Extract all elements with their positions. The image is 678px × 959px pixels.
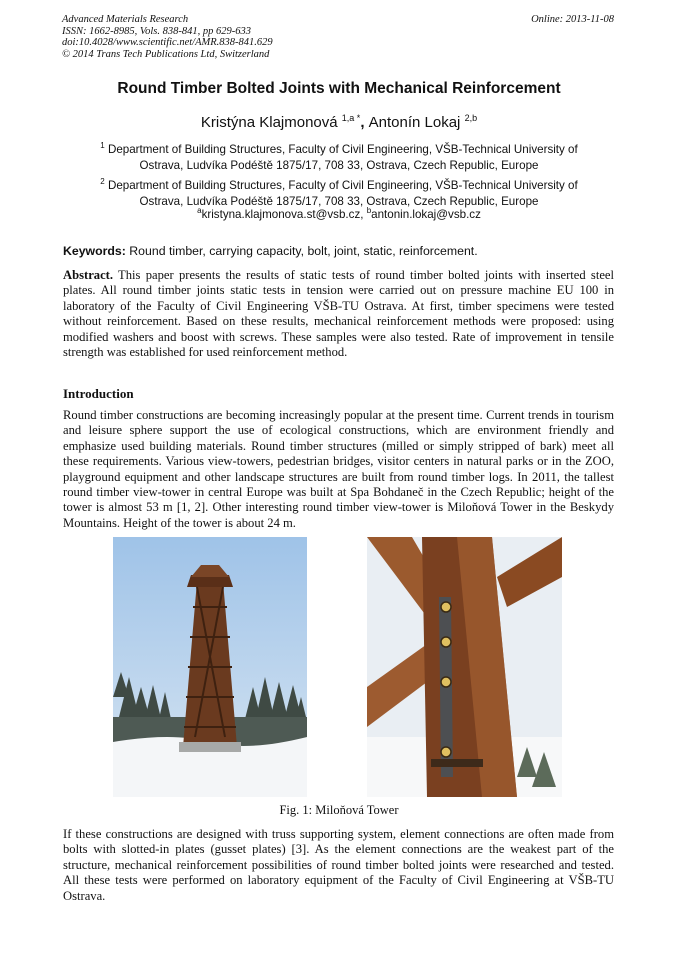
- email-b-sup: b: [366, 206, 372, 215]
- affiliation-1-line1: Department of Building Structures, Faculty of Civil Engineering, VŠB-Technical University of: [107, 142, 578, 156]
- intro-paragraph-1: Round timber constructions are becoming increasingly popular at the present time. Current trends in tourism and leisure sphere support the use of ecological constructions, which are environment friendly and emphasize used building materials. Round timber structures (milled or simply stripped of bark) meet all these requirements. Various view-towers, pedestrian bridges, visitor centers in natural parks or in the ZOO, playground equipment and other landscape structures are built from round timber logs. In 2011, the tallest round timber view-tower in central Europe was built at Spa Bohdaneč in the Czech Republic; height of the tower is almost 53 m [1, 2]. Other interesting round timber view-tower is Miloňová Tower in the Beskydy Mountains. Height of the tower is about 24 m.: [63, 408, 614, 530]
- abstract-label: Abstract.: [63, 268, 114, 282]
- authors: [0, 113, 678, 131]
- issn: ISSN: 1662-8985, Vols. 838-841, pp 629-633: [62, 25, 251, 37]
- introduction-heading: Introduction: [63, 386, 134, 401]
- author-sep: ,: [360, 114, 369, 131]
- affiliation-1-num: 1: [100, 141, 105, 150]
- email-b[interactable]: antonin.lokaj@vsb.cz: [371, 207, 481, 221]
- affiliation-2-line2: Ostrava, Ludvíka Podéště 1875/17, 708 33, Ostrava, Czech Republic, Europe: [139, 194, 539, 208]
- email-sep: ,: [360, 207, 367, 221]
- joint-photo: [367, 537, 562, 797]
- keywords-label: Keywords:: [63, 244, 126, 258]
- intro-paragraph-2: If these constructions are designed with truss supporting system, element connections are often made from bolts with slotted-in plates (gusset plates) [3]. As the element connections are the weakest part of the structure, mechanical reinforcement possibilities of round timber bolted joints were researched and tested. All these tests were performed on laboratory equipment of the Faculty of Civil Engineering at VŠB-TU Ostrava.: [63, 827, 614, 903]
- abstract: [63, 268, 614, 360]
- tower-photo: [113, 537, 307, 797]
- affiliation-2: [70, 174, 608, 210]
- affiliation-2-line1: Department of Building Structures, Faculty of Civil Engineering, VŠB-Technical University of: [107, 178, 578, 192]
- affiliation-1-line2: Ostrava, Ludvíka Podéště 1875/17, 708 33, Ostrava, Czech Republic, Europe: [139, 158, 539, 172]
- email-a-sup: a: [197, 206, 202, 215]
- copyright: © 2014 Trans Tech Publications Ltd, Switzerland: [62, 48, 270, 60]
- keywords-text: Round timber, carrying capacity, bolt, joint, static, reinforcement.: [125, 244, 478, 258]
- email-a[interactable]: kristyna.klajmonova.st@vsb.cz: [201, 207, 361, 221]
- online-date: Online: 2013-11-08: [531, 14, 614, 25]
- affiliation-1: [70, 138, 608, 174]
- emails: [0, 206, 678, 221]
- author-1-sup: 1,a *: [341, 113, 361, 123]
- doi: doi:10.4028/www.scientific.net/AMR.838-841.629: [62, 37, 273, 48]
- abstract-text: This paper presents the results of static tests of round timber bolted joints with inserted steel plates. All round timber joints static tests in tension were carried out on pressure machine EU 100 in laboratory of the Faculty of Civil Engineering VŠB-TU Ostrava. At first, timber specimens were tested without reinforcement. Based on these results, mechanical reinforcement methods were proposed: using modified washers and boost with screws. These samples were also tested. Rate of improvement in tensile strength was established for used reinforcement method.: [63, 268, 614, 360]
- joint-illustration: [367, 537, 562, 797]
- author-1: Kristýna Klajmonová: [200, 114, 338, 131]
- author-2: Antonín Lokaj: [368, 114, 461, 131]
- tower-illustration: [113, 537, 307, 797]
- author-2-sup: 2,b: [464, 113, 478, 123]
- paper-title: Round Timber Bolted Joints with Mechanical Reinforcement: [117, 80, 561, 97]
- keywords: [63, 244, 478, 258]
- affiliation-2-num: 2: [100, 177, 105, 186]
- journal-header: [62, 14, 273, 60]
- figure-caption: Fig. 1: Miloňová Tower: [279, 803, 399, 817]
- journal-name: Advanced Materials Research: [62, 14, 189, 25]
